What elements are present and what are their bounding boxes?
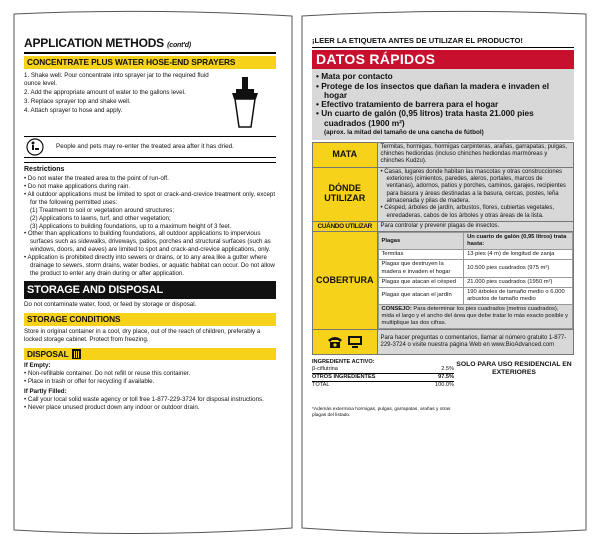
table-row: Plagas que destruyen la madera e invaden el hogar 10.500 pies cuadrados (975 m²) [378,260,573,277]
residential-use-note: SOLO PARA USO RESIDENCIAL EN EXTERIORES [456,360,572,377]
table-row: Termitas 13 pies (4 m) de longitud de zanja [378,250,573,260]
list-item: 4. Attach sprayer to hose and apply. [24,106,123,114]
table-row [313,142,574,167]
table-row [313,232,574,330]
list-item: • Call your local solid waste agency or toll free 1-877-229-3724 for disposal instructions. [24,396,276,404]
cuando-text: Para controlar y prevenir plagas de insectos. [377,221,574,231]
storage-conditions-heading: STORAGE CONDITIONS [24,313,276,326]
table-row: OTROS INGREDIENTES 97.5% [312,373,454,380]
table-row: Plagas que atacan el jardín 190 árboles de tamaño medio o 6.000 arbustos de tamaño medio [378,287,573,304]
facts-table [312,142,574,355]
table-row [378,304,573,328]
contact-text: Para hacer preguntas o comentarios, llamar al número gratuito 1-877-229-3724 o visite nuestra página Web en www.BioAdvanced.com [377,329,574,354]
concentrate-heading: CONCENTRATE PLUS WATER HOSE-END SPRAYERS [24,56,276,69]
storage-disposal-heading: STORAGE AND DISPOSAL [24,281,276,299]
application-methods-heading: APPLICATION METHODS (cont'd) [24,36,276,54]
quick-facts-box [312,69,574,140]
list-item: • All outdoor applications must be limited to spot or crack-and-crevice treatment only, except for the following permitted uses: [24,191,276,207]
table-row [313,221,574,231]
if-empty-title: If Empty: [24,362,51,370]
list-item: 2. Add the appropriate amount of water to the gallons level. [24,88,186,96]
english-panel [24,36,276,412]
spanish-panel [312,36,574,419]
cobertura-label: COBERTURA [313,232,378,330]
donde-label: DÓNDE UTILIZAR [313,167,378,221]
restrictions-more-list [24,230,276,278]
restrictions-section [24,162,276,278]
reentry-row [24,136,276,158]
ingredients-section [312,359,574,389]
trash-can-icon [72,349,81,359]
table-row [313,167,574,221]
list-item: • Never place unused product down any indoor or outdoor drain. [24,404,276,412]
table-row: Plagas que atacan el césped 21.000 pies cuadrados (1950 m²) [378,277,573,287]
phone-computer-icon [325,331,365,353]
restrictions-list [24,175,276,207]
concentrate-steps [24,72,224,115]
consejo-tip: CONSEJO: Para determinar los pies cuadrados (metros cuadrados), mida el largo y el ancho del área que debe tratar lo más exacto posible y multiplique las dos cifras. [378,304,573,328]
list-item: • Efectivo tratamiento de barrera para el hogar [316,100,570,109]
cuando-label: CUÁNDO UTILIZAR [313,221,378,231]
table-row: TOTAL 100.0% [312,381,454,388]
list-item: • Un cuarto de galón (0,95 litros) trata hasta 21.000 pies cuadrados (1900 m²) [316,109,570,128]
list-item: • Application is prohibited directly into sewers or drains, or to any area like a gutter where drainage to sewers, storm drains, water bodies, or aquatic habitat can occur. Do not allow the product to enter any drain during or after application. [24,254,276,278]
list-item: • Protege de los insectos que dañan la madera e invaden el hogar [316,82,570,101]
permitted-uses-list [24,207,276,231]
list-item: • Do not make applications during rain. [24,183,276,191]
ingredient-title: INGREDIENTE ACTIVO: [312,358,375,365]
table-row [313,329,574,354]
list-item: (3) Applications to building foundations, up to a maximum height of 3 feet. [30,222,232,230]
list-item: (1) Treatment to soil or vegetation around structures; [30,206,175,214]
read-label-heading: ¡LEER LA ETIQUETA ANTES DE UTILIZAR EL PRODUCTO! [312,36,574,48]
storage-disposal-text: Do not contaminate water, food, or feed by storage or disposal. [24,301,197,309]
storage-conditions-text: Store in original container in a cool, dry place, out of the reach of children, preferably a locked storage cabinet. Protect from freezing. [24,327,261,343]
list-item: • Other than applications to building foundations, all outdoor applications to impervious surfaces such as sidewalks, driveways, patios, porches and structural surfaces (such as windows, doors, and eaves) are limited to spot and crack-and-crevice applications, only. [24,230,276,254]
if-partly-list [24,396,276,412]
hose-sprayer-icon [228,75,262,129]
restrictions-title: Restrictions [24,165,65,173]
footnote: *Además extermina hormigas, pulgas, garrapatas, arañas y otras plagas del listado. [312,406,451,418]
disposal-heading: DISPOSAL [24,348,276,361]
concentrate-section [24,69,276,133]
list-item: • Casas, lugares donde habitan las mascotas y otras construcciones exteriores (cimientos, paredes, aleros, portales, marcos de ventanas), adornos, patios y porches, caminos, garajes, recipientes para basura y áreas destinadas a la basura, cercas, postes, leña almacenada y pilas de madera. [381,169,571,206]
list-item: 3. Replace sprayer top and shake well. [24,97,131,105]
list-item: 1. Shake well. Pour concentrate into sprayer jar to the required fluid ounce level. [24,71,209,87]
table-row: β-ciflutrina 2.5% [312,365,454,372]
pet-person-icon [24,138,46,156]
list-item: • Césped, árboles de jardín, arbustos, flores, cubiertas vegetales, enredaderas, cabos de los árboles y otras áreas de la lista. [381,205,571,220]
datos-rapidos-title: DATOS RÁPIDOS [312,50,574,69]
if-partly-title: If Partly Filled: [24,388,67,396]
coverage-table [378,232,574,329]
reentry-note: People and pets may re-enter the treated area after it has dried. [56,142,234,150]
mata-text: Termitas, hormigas, hormigas carpinteras, arañas, garrapatas, pulgas, chinches hediondas (incluso chinches hediondas marmóreas y chinches Kudzu). [377,142,574,167]
list-item: • Do not water the treated area to the point of run-off. [24,175,276,183]
if-empty-list [24,370,276,386]
mata-label: MATA [313,142,378,167]
donde-list [381,169,571,220]
list-item: • Place in trash or offer for recycling if available. [24,378,276,386]
table-row: Plagas Un cuarto de galón (0,95 litros) trata hasta: [378,233,573,250]
list-item: • Mata por contacto [316,72,570,81]
list-item: (2) Applications to lawns, turf, and other vegetation; [30,214,171,222]
bullet-subnote: (aprox. la mitad del tamaño de una cancha de fútbol) [324,129,484,137]
list-item: • Non-refillable container. Do not refill or reuse this container. [24,370,276,378]
